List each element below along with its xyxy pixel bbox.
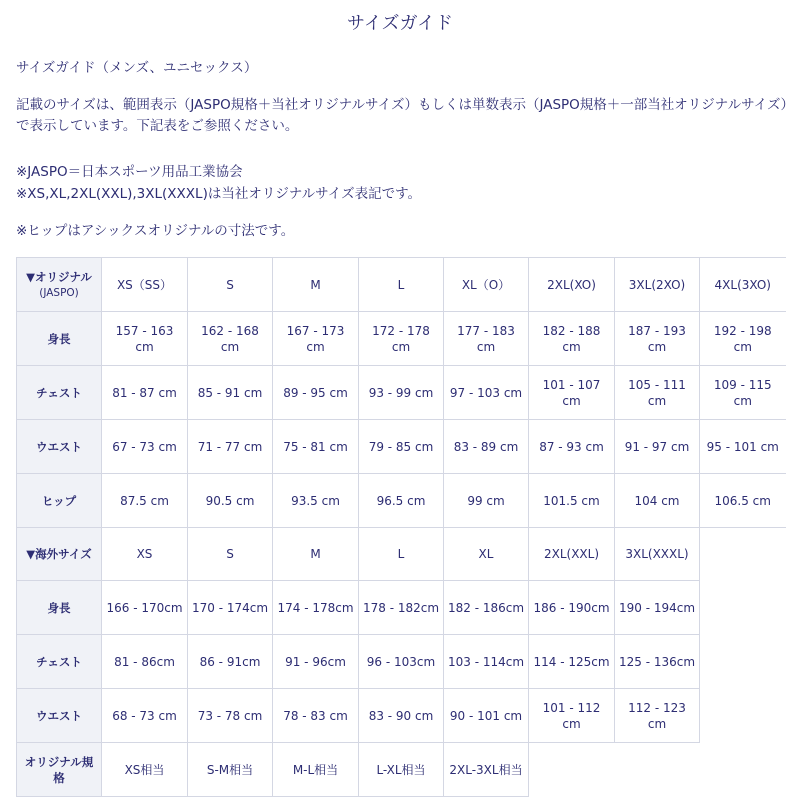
size-cell: 4XL(3XO) <box>700 258 786 312</box>
size-cell: 2XL(XO) <box>529 258 615 312</box>
table-row <box>17 366 786 420</box>
table-cell: 182 - 188 cm <box>529 312 615 366</box>
overseas-header-cell: ▼海外サイズ <box>17 528 102 581</box>
table-cell: 81 - 86cm <box>102 635 188 689</box>
empty-cell <box>529 743 615 797</box>
table-cell: 75 - 81 cm <box>273 420 359 474</box>
table-cell: 83 - 89 cm <box>444 420 529 474</box>
table-cell: 99 cm <box>444 474 529 528</box>
table-cell: 174 - 178cm <box>273 581 359 635</box>
size-cell: XL（O） <box>444 258 529 312</box>
table-cell: 67 - 73 cm <box>102 420 188 474</box>
table-cell: S-M相当 <box>188 743 273 797</box>
table-cell: 103 - 114cm <box>444 635 529 689</box>
table-cell: 87 - 93 cm <box>529 420 615 474</box>
table-row <box>17 581 786 635</box>
row-label-height: 身長 <box>17 581 102 635</box>
table-cell: 178 - 182cm <box>359 581 444 635</box>
table-cell: L-XL相当 <box>359 743 444 797</box>
note-hip: ※ヒップはアシックスオリジナルの寸法です。 <box>16 223 295 239</box>
table-cell: 167 - 173 cm <box>273 312 359 366</box>
note-jaspo: ※JASPO＝日本スポーツ用品工業協会 <box>16 164 243 180</box>
table-cell: 101.5 cm <box>529 474 615 528</box>
table-cell: 71 - 77 cm <box>188 420 273 474</box>
empty-cell <box>700 743 786 797</box>
row-label-waist: ウエスト <box>17 689 102 743</box>
table-cell: 87.5 cm <box>102 474 188 528</box>
table-cell: 68 - 73 cm <box>102 689 188 743</box>
note-original-sizes: ※XS,XL,2XL(XXL),3XL(XXXL)は当社オリジナルサイズ表記です。 <box>16 186 422 202</box>
table-cell: 85 - 91 cm <box>188 366 273 420</box>
table-cell: 170 - 174cm <box>188 581 273 635</box>
row-label-height: 身長 <box>17 312 102 366</box>
size-cell: M <box>273 528 359 581</box>
original-header-sub: (JASPO) <box>39 286 79 299</box>
size-cell: XL <box>444 528 529 581</box>
table-cell: 78 - 83 cm <box>273 689 359 743</box>
size-cell: S <box>188 528 273 581</box>
original-header-cell <box>17 258 102 312</box>
table-cell: 83 - 90 cm <box>359 689 444 743</box>
size-cell: XS（SS） <box>102 258 188 312</box>
table-cell: 2XL-3XL相当 <box>444 743 529 797</box>
table-cell: 106.5 cm <box>700 474 786 528</box>
size-cell: L <box>359 528 444 581</box>
empty-cell <box>700 528 786 581</box>
table-cell: 86 - 91cm <box>188 635 273 689</box>
table-cell: 105 - 111 cm <box>615 366 700 420</box>
table-cell: 79 - 85 cm <box>359 420 444 474</box>
table-row <box>17 689 786 743</box>
size-table <box>16 257 786 797</box>
table-cell: 96 - 103cm <box>359 635 444 689</box>
table-cell: 104 cm <box>615 474 700 528</box>
table-cell: 187 - 193 cm <box>615 312 700 366</box>
section-subtitle: サイズガイド（メンズ、ユニセックス） <box>16 60 258 76</box>
table-cell: 90.5 cm <box>188 474 273 528</box>
table-cell: 93.5 cm <box>273 474 359 528</box>
table-cell: 97 - 103 cm <box>444 366 529 420</box>
table-cell: 73 - 78 cm <box>188 689 273 743</box>
table-cell: 101 - 107 cm <box>529 366 615 420</box>
table-cell: 182 - 186cm <box>444 581 529 635</box>
table-cell: 91 - 97 cm <box>615 420 700 474</box>
equivalent-row <box>17 743 786 797</box>
size-cell: 3XL(2XO) <box>615 258 700 312</box>
table-cell: 162 - 168 cm <box>188 312 273 366</box>
size-cell: XS <box>102 528 188 581</box>
table-cell: 166 - 170cm <box>102 581 188 635</box>
table-cell: 91 - 96cm <box>273 635 359 689</box>
table-cell: 90 - 101 cm <box>444 689 529 743</box>
table-cell: M-L相当 <box>273 743 359 797</box>
row-label-waist: ウエスト <box>17 420 102 474</box>
table-cell: 81 - 87 cm <box>102 366 188 420</box>
table-cell: 95 - 101 cm <box>700 420 786 474</box>
original-header-row <box>17 258 786 312</box>
table-cell: 89 - 95 cm <box>273 366 359 420</box>
size-cell: M <box>273 258 359 312</box>
intro-text: 記載のサイズは、範囲表示（JASPO規格＋当社オリジナルサイズ）もしくは単数表示（JASPO規格＋一部当社オリジナルサイズ）で表示しています。下記表をご参照ください。 <box>16 97 788 134</box>
table-cell: 192 - 198 cm <box>700 312 786 366</box>
size-cell: S <box>188 258 273 312</box>
table-cell: 112 - 123 cm <box>615 689 700 743</box>
table-cell: 109 - 115 cm <box>700 366 786 420</box>
empty-cell <box>700 581 786 635</box>
table-cell: 101 - 112 cm <box>529 689 615 743</box>
table-cell: 157 - 163 cm <box>102 312 188 366</box>
table-cell: 114 - 125cm <box>529 635 615 689</box>
table-cell: 172 - 178 cm <box>359 312 444 366</box>
page-title: サイズガイド <box>346 13 454 34</box>
size-cell: 3XL(XXXL) <box>615 528 700 581</box>
table-cell: 177 - 183 cm <box>444 312 529 366</box>
table-cell: 186 - 190cm <box>529 581 615 635</box>
empty-cell <box>700 689 786 743</box>
table-row <box>17 312 786 366</box>
table-cell: 125 - 136cm <box>615 635 700 689</box>
row-label-hip: ヒップ <box>17 474 102 528</box>
table-cell: XS相当 <box>102 743 188 797</box>
size-cell: L <box>359 258 444 312</box>
row-label-original-standard: オリジナル規格 <box>17 743 102 797</box>
table-row <box>17 474 786 528</box>
row-label-chest: チェスト <box>17 635 102 689</box>
size-cell: 2XL(XXL) <box>529 528 615 581</box>
table-cell: 190 - 194cm <box>615 581 700 635</box>
overseas-header-row <box>17 528 786 581</box>
original-header-label: ▼オリジナル <box>26 269 92 284</box>
table-cell: 96.5 cm <box>359 474 444 528</box>
empty-cell <box>615 743 700 797</box>
row-label-chest: チェスト <box>17 366 102 420</box>
table-row <box>17 420 786 474</box>
empty-cell <box>700 635 786 689</box>
table-cell: 93 - 99 cm <box>359 366 444 420</box>
table-row <box>17 635 786 689</box>
